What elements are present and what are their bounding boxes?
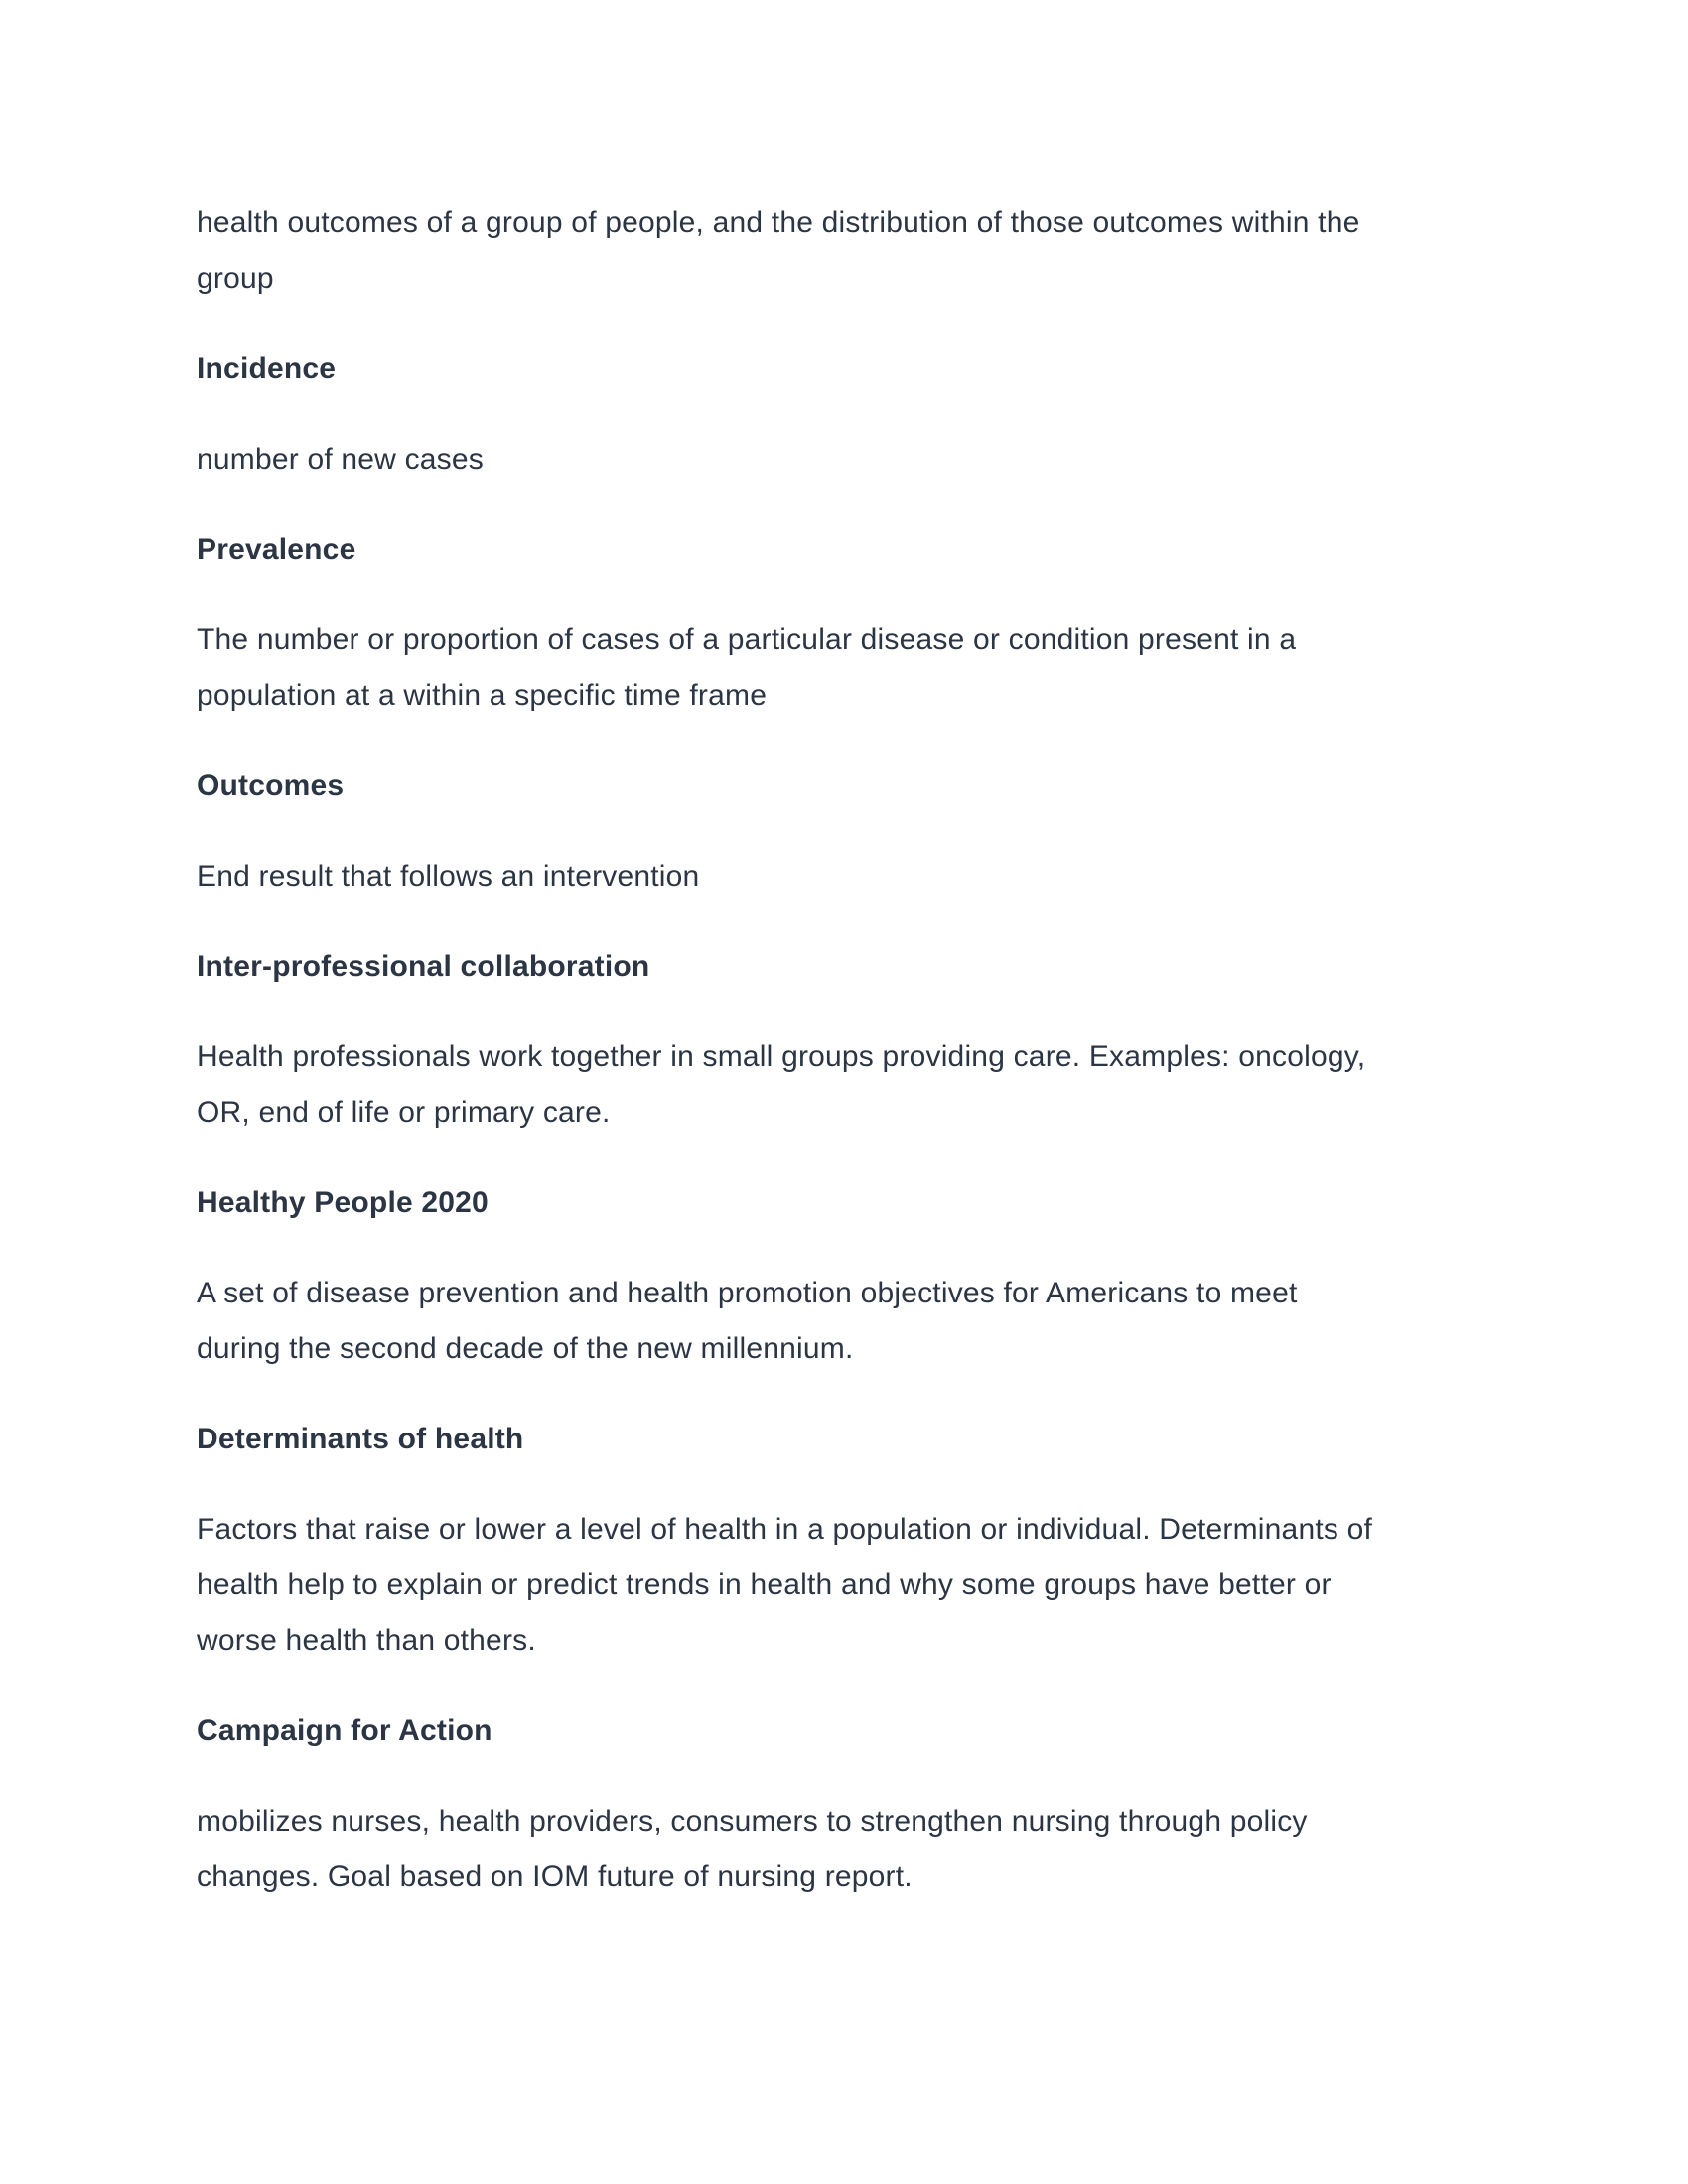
definition-line: The number or proportion of cases of a particular disease or condition present in a	[197, 623, 1297, 656]
term-label: Prevalence	[197, 533, 356, 566]
term-label: Healthy People 2020	[197, 1186, 489, 1219]
definition-line: Factors that raise or lower a level of health in a population or individual. Determinants of	[197, 1513, 1373, 1546]
definition-line: OR, end of life or primary care.	[197, 1096, 611, 1129]
definition-line: End result that follows an intervention	[197, 860, 700, 892]
term-prevalence	[197, 522, 1489, 578]
definition-campaign-for-action	[197, 1794, 1489, 1905]
definition-line: health outcomes of a group of people, and the distribution of those outcomes within the	[197, 206, 1360, 239]
term-campaign-for-action	[197, 1704, 1489, 1759]
term-outcomes	[197, 758, 1489, 814]
definition-healthy-people-2020	[197, 1266, 1489, 1377]
definition-line: during the second decade of the new millennium.	[197, 1332, 854, 1365]
definition-inter-professional-collaboration	[197, 1029, 1489, 1141]
term-label: Campaign for Action	[197, 1714, 492, 1747]
definition-line: Health professionals work together in small groups providing care. Examples: oncology,	[197, 1040, 1366, 1073]
definition-outcomes	[197, 849, 1489, 904]
definition-line: changes. Goal based on IOM future of nursing report.	[197, 1860, 913, 1893]
term-inter-professional-collaboration	[197, 939, 1489, 995]
definition-determinants-of-health	[197, 1502, 1489, 1669]
definition-line: worse health than others.	[197, 1624, 536, 1657]
definition-line: population at a within a specific time frame	[197, 679, 768, 712]
term-incidence	[197, 341, 1489, 397]
term-determinants-of-health	[197, 1412, 1489, 1467]
term-healthy-people-2020	[197, 1175, 1489, 1231]
term-label: Outcomes	[197, 769, 345, 802]
definition-line: number of new cases	[197, 443, 484, 476]
definition-line: mobilizes nurses, health providers, consumers to strengthen nursing through policy	[197, 1805, 1308, 1838]
definition-prevalence	[197, 613, 1489, 724]
definition-continuation	[197, 196, 1489, 307]
term-label: Inter-professional collaboration	[197, 950, 650, 983]
definition-incidence	[197, 432, 1489, 487]
term-label: Incidence	[197, 352, 337, 385]
definition-line: A set of disease prevention and health promotion objectives for Americans to meet	[197, 1277, 1298, 1309]
definition-line: group	[197, 262, 274, 295]
definition-line: health help to explain or predict trends in health and why some groups have better or	[197, 1569, 1332, 1601]
term-label: Determinants of health	[197, 1423, 524, 1455]
